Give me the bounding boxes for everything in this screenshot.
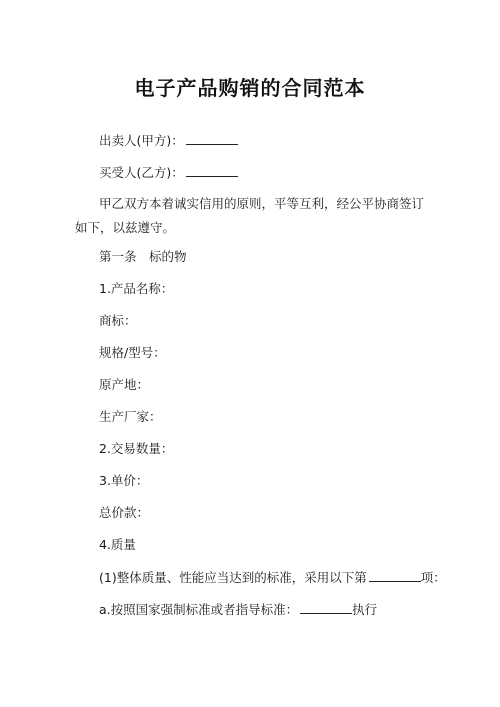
seller-label: 出卖人(甲方)： — [99, 133, 184, 148]
quality-clause-suffix: 项： — [420, 570, 446, 585]
seller-line — [99, 130, 238, 151]
quality-clause-blank — [369, 567, 421, 582]
spec-label: 规格/型号： — [99, 345, 166, 360]
buyer-line — [99, 162, 238, 183]
brand-label: 商标： — [99, 313, 137, 328]
buyer-label: 买受人(乙方)： — [99, 165, 184, 180]
product-name-label: 1.产品名称： — [99, 281, 174, 296]
origin-label: 原产地： — [99, 377, 150, 392]
quality-clause-prefix: (1)整体质量、性能应当达到的标准，采用以下第 — [99, 570, 367, 585]
total-price-label: 总价款： — [99, 505, 150, 520]
intro-paragraph: 甲乙双方本着诚实信用的原则，平等互利，经公平协商签订如下，以兹遵守。 — [75, 196, 425, 235]
quality-option-a-blank — [300, 599, 352, 614]
buyer-blank — [186, 162, 238, 177]
quantity-label: 2.交易数量： — [99, 441, 174, 456]
quality-heading: 4.质量 — [99, 537, 136, 552]
quality-clause-1 — [99, 567, 446, 588]
manufacturer-label: 生产厂家： — [99, 409, 162, 424]
quality-option-a — [99, 599, 377, 620]
quality-option-a-suffix: 执行 — [352, 602, 378, 617]
seller-blank — [186, 130, 238, 145]
article1-heading: 第一条 标的物 — [99, 249, 187, 264]
quality-option-a-prefix: a.按照国家强制标准或者指导标准： — [99, 602, 299, 617]
unit-price-label: 3.单价： — [99, 473, 149, 488]
document-title: 电子产品购销的合同范本 — [134, 76, 366, 100]
